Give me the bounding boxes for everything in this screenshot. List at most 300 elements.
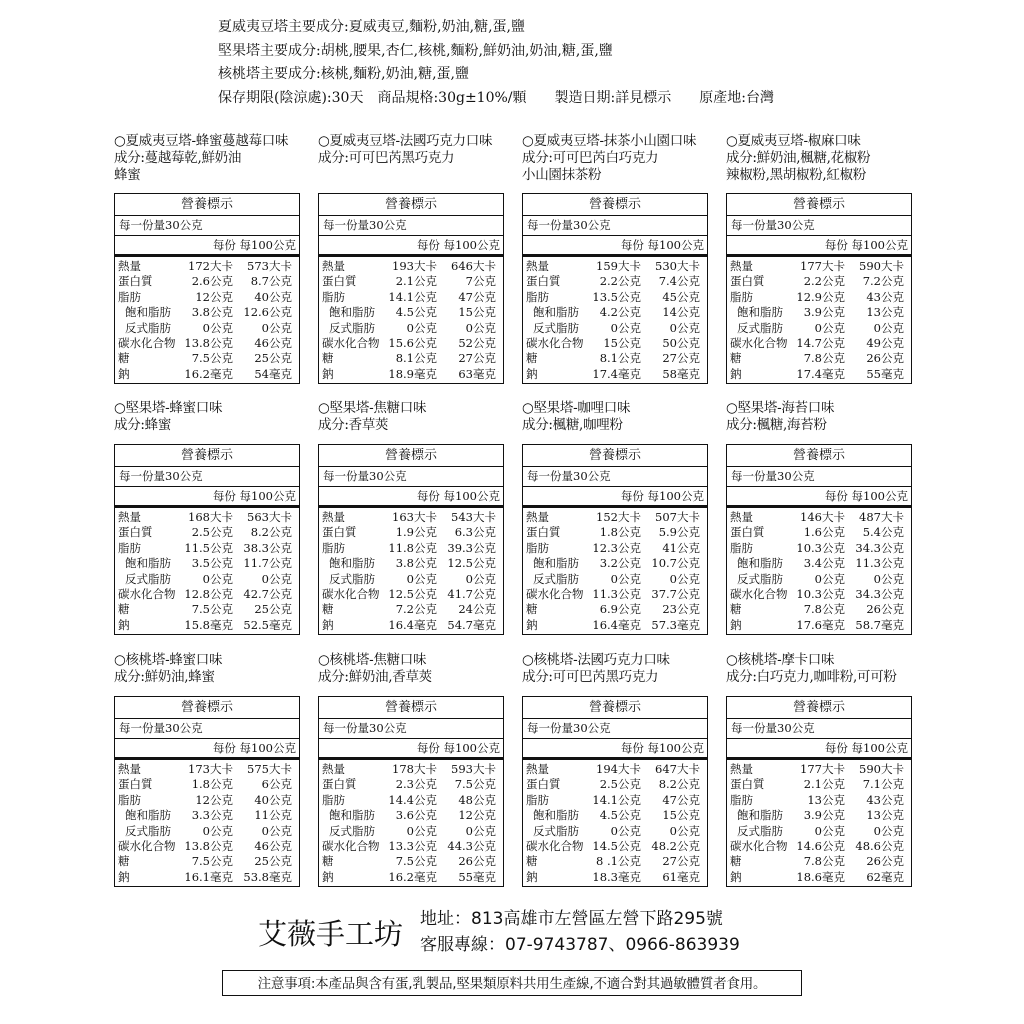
product-block <box>726 652 926 884</box>
column-header: 每份 每100公克 <box>319 487 503 508</box>
nutrient-label: 糖 <box>322 602 334 617</box>
per-serving-value: 17.4毫克 <box>592 366 641 381</box>
per-100g-value: 44.3公克 <box>447 838 496 853</box>
nutrition-row <box>319 587 503 602</box>
nutrient-label: 脂肪 <box>526 792 549 807</box>
nutrition-row <box>727 351 911 366</box>
per-100g-value: 50公克 <box>662 335 700 350</box>
nutrition-row <box>319 274 503 289</box>
per-100g-value: 23公克 <box>662 602 700 617</box>
nutrient-label: 鈉 <box>118 869 130 884</box>
nutrition-row <box>319 351 503 366</box>
per-100g-value: 590大卡 <box>859 762 904 776</box>
per-serving-value: 7.8公克 <box>803 351 845 366</box>
per-serving-value: 7.5公克 <box>191 854 233 869</box>
per-100g-value: 52公克 <box>458 335 496 350</box>
nutrient-label: 蛋白質 <box>118 777 153 792</box>
nutrient-label: 飽和脂肪 <box>329 556 375 571</box>
nutrition-row <box>523 556 707 571</box>
per-serving-value: 8.1公克 <box>395 351 437 366</box>
nutrition-row <box>319 572 503 587</box>
per-serving-value: 12.8公克 <box>184 586 233 601</box>
nutrient-label: 糖 <box>730 351 742 366</box>
per-serving-value: 2.1公克 <box>803 777 845 792</box>
per-100g-value: 41公克 <box>662 540 700 555</box>
column-header: 每份 每100公克 <box>115 739 299 760</box>
nutrition-rows <box>523 760 707 886</box>
header-info <box>218 16 818 110</box>
serving-size: 每一份量30公克 <box>523 216 707 236</box>
per-100g-value: 0公克 <box>261 823 292 838</box>
per-100g-value: 58.7毫克 <box>855 617 904 632</box>
nutrition-rows <box>319 257 503 383</box>
per-serving-value: 7.2公克 <box>395 602 437 617</box>
per-100g-value: 543大卡 <box>451 510 496 524</box>
per-100g-value: 12公克 <box>458 808 496 823</box>
per-100g-value: 43公克 <box>866 792 904 807</box>
per-serving-value: 15.6公克 <box>388 335 437 350</box>
nutrient-label: 脂肪 <box>526 540 549 555</box>
nutrition-row <box>115 525 299 540</box>
nutrition-table <box>114 444 300 635</box>
nutrient-label: 反式脂肪 <box>533 823 579 838</box>
nutrition-row <box>319 259 503 274</box>
nutrient-label: 飽和脂肪 <box>533 556 579 571</box>
nutrition-row <box>319 602 503 617</box>
nutrition-row <box>115 274 299 289</box>
nutrition-row <box>523 618 707 633</box>
nutrition-row <box>115 762 299 777</box>
nutrition-row <box>523 541 707 556</box>
nutrition-row <box>115 510 299 525</box>
nutrition-row <box>523 321 707 336</box>
nutrient-label: 反式脂肪 <box>533 571 579 586</box>
per-serving-value: 12.3公克 <box>592 540 641 555</box>
nutrition-row <box>115 808 299 823</box>
nutrient-label: 反式脂肪 <box>125 571 171 586</box>
per-serving-value: 2.2公克 <box>803 274 845 289</box>
nutrition-row <box>523 793 707 808</box>
per-100g-value: 25公克 <box>254 854 292 869</box>
per-serving-value: 2.6公克 <box>191 274 233 289</box>
per-100g-value: 26公克 <box>458 854 496 869</box>
nutrient-label: 脂肪 <box>730 792 753 807</box>
nutrient-label: 脂肪 <box>118 289 141 304</box>
nutrient-label: 鈉 <box>526 869 538 884</box>
nutrient-label: 糖 <box>322 351 334 366</box>
per-100g-value: 55毫克 <box>458 869 496 884</box>
nutrition-row <box>115 777 299 792</box>
nutrition-row <box>523 854 707 869</box>
nutrition-table <box>318 193 504 384</box>
serving-size: 每一份量30公克 <box>727 467 911 487</box>
nutrient-label: 碳水化合物 <box>322 586 380 601</box>
nutrition-title: 營養標示 <box>523 445 707 467</box>
column-header: 每份 每100公克 <box>319 739 503 760</box>
nutrient-label: 飽和脂肪 <box>125 305 171 320</box>
product-ingredients: 成分:可可巴芮黑巧克力 <box>318 150 455 166</box>
nutrient-label: 飽和脂肪 <box>533 808 579 823</box>
nutrient-label: 碳水化合物 <box>526 335 584 350</box>
nutrition-rows <box>727 257 911 383</box>
product-title: ○堅果塔-蜂蜜口味 <box>114 400 223 416</box>
per-100g-value: 11.7公克 <box>243 556 292 571</box>
nutrition-row <box>115 618 299 633</box>
per-serving-value: 173大卡 <box>188 762 233 776</box>
per-serving-value: 4.2公克 <box>599 305 641 320</box>
per-100g-value: 7.2公克 <box>862 274 904 289</box>
product-title: ○夏威夷豆塔-法國巧克力口味 <box>318 133 493 149</box>
product-ingredients: 成分:鮮奶油,蜂蜜 <box>114 669 215 685</box>
nutrient-label: 熱量 <box>118 259 141 273</box>
per-serving-value: 18.6毫克 <box>796 869 845 884</box>
nutrient-label: 脂肪 <box>730 289 753 304</box>
column-header: 每份 每100公克 <box>115 487 299 508</box>
product-title: ○核桃塔-摩卡口味 <box>726 652 835 668</box>
per-100g-value: 5.9公克 <box>658 525 700 540</box>
per-serving-value: 10.3公克 <box>796 586 845 601</box>
per-serving-value: 13.8公克 <box>184 838 233 853</box>
column-header: 每份 每100公克 <box>115 236 299 257</box>
product-block <box>114 652 314 884</box>
nutrition-row <box>115 556 299 571</box>
product-block <box>522 400 722 632</box>
per-100g-value: 24公克 <box>458 602 496 617</box>
per-serving-value: 163大卡 <box>392 510 437 524</box>
nutrient-label: 蛋白質 <box>730 274 765 289</box>
nutrition-row <box>319 777 503 792</box>
per-100g-value: 0公克 <box>873 320 904 335</box>
serving-size: 每一份量30公克 <box>727 216 911 236</box>
nutrition-row <box>523 525 707 540</box>
product-title: ○核桃塔-蜂蜜口味 <box>114 652 223 668</box>
nutrition-row <box>115 854 299 869</box>
per-serving-value: 0公克 <box>202 571 233 586</box>
per-100g-value: 8.2公克 <box>658 777 700 792</box>
nutrient-label: 熱量 <box>526 259 549 273</box>
nutrient-label: 飽和脂肪 <box>533 305 579 320</box>
nutrition-row <box>319 762 503 777</box>
per-100g-value: 487大卡 <box>859 510 904 524</box>
per-100g-value: 593大卡 <box>451 762 496 776</box>
serving-size: 每一份量30公克 <box>319 467 503 487</box>
per-100g-value: 43公克 <box>866 289 904 304</box>
nutrient-label: 碳水化合物 <box>322 335 380 350</box>
nutrient-label: 蛋白質 <box>526 274 561 289</box>
nutrition-rows <box>115 508 299 634</box>
nutrient-label: 脂肪 <box>118 792 141 807</box>
nutrient-label: 蛋白質 <box>118 274 153 289</box>
nutrient-label: 熱量 <box>526 762 549 776</box>
nutrition-row <box>523 870 707 885</box>
nutrient-label: 糖 <box>526 854 538 869</box>
nutrition-row <box>319 839 503 854</box>
per-100g-value: 6公克 <box>261 777 292 792</box>
nutrition-row <box>523 259 707 274</box>
nutrient-label: 碳水化合物 <box>526 838 584 853</box>
per-serving-value: 17.4毫克 <box>796 366 845 381</box>
per-100g-value: 34.3公克 <box>855 540 904 555</box>
nutrient-label: 脂肪 <box>730 540 753 555</box>
per-100g-value: 45公克 <box>662 289 700 304</box>
per-100g-value: 47公克 <box>458 289 496 304</box>
product-ingredients: 成分:蔓越莓乾,鮮奶油 蜂蜜 <box>114 150 242 183</box>
nutrient-label: 碳水化合物 <box>730 586 788 601</box>
nutrient-label: 碳水化合物 <box>730 335 788 350</box>
per-100g-value: 25公克 <box>254 602 292 617</box>
per-100g-value: 48.6公克 <box>855 838 904 853</box>
per-serving-value: 3.2公克 <box>599 556 641 571</box>
per-100g-value: 13公克 <box>866 808 904 823</box>
per-100g-value: 42.7公克 <box>243 586 292 601</box>
per-100g-value: 37.7公克 <box>651 586 700 601</box>
nutrition-row <box>115 587 299 602</box>
nutrition-table <box>522 444 708 635</box>
nutrition-row <box>523 839 707 854</box>
per-serving-value: 7.8公克 <box>803 602 845 617</box>
per-serving-value: 2.2公克 <box>599 274 641 289</box>
header-line: 堅果塔主要成分:胡桃,腰果,杏仁,核桃,麵粉,鮮奶油,奶油,糖,蛋,鹽 <box>218 42 613 59</box>
per-100g-value: 48公克 <box>458 792 496 807</box>
column-header: 每份 每100公克 <box>523 487 707 508</box>
per-100g-value: 647大卡 <box>655 762 700 776</box>
nutrient-label: 碳水化合物 <box>322 838 380 853</box>
nutrient-label: 熱量 <box>118 762 141 776</box>
nutrition-table <box>114 696 300 887</box>
nutrition-row <box>727 808 911 823</box>
per-serving-value: 3.4公克 <box>803 556 845 571</box>
per-serving-value: 3.6公克 <box>395 808 437 823</box>
per-serving-value: 0公克 <box>610 823 641 838</box>
nutrient-label: 飽和脂肪 <box>329 305 375 320</box>
nutrition-row <box>727 762 911 777</box>
per-serving-value: 12.5公克 <box>388 586 437 601</box>
per-serving-value: 12公克 <box>195 289 233 304</box>
per-100g-value: 41.7公克 <box>447 586 496 601</box>
per-serving-value: 6.9公克 <box>599 602 641 617</box>
nutrition-row <box>727 305 911 320</box>
nutrient-label: 熱量 <box>730 510 753 524</box>
per-serving-value: 0公克 <box>814 571 845 586</box>
per-serving-value: 18.9毫克 <box>388 366 437 381</box>
product-block <box>522 652 722 884</box>
nutrition-title: 營養標示 <box>115 697 299 719</box>
nutrition-title: 營養標示 <box>727 445 911 467</box>
per-100g-value: 5.4公克 <box>862 525 904 540</box>
per-100g-value: 7.1公克 <box>862 777 904 792</box>
per-serving-value: 3.5公克 <box>191 556 233 571</box>
nutrient-label: 飽和脂肪 <box>125 808 171 823</box>
per-serving-value: 3.8公克 <box>395 556 437 571</box>
nutrient-label: 脂肪 <box>322 289 345 304</box>
per-100g-value: 0公克 <box>465 320 496 335</box>
nutrition-title: 營養標示 <box>523 697 707 719</box>
product-ingredients: 成分:蜂蜜 <box>114 417 172 433</box>
per-100g-value: 7公克 <box>465 274 496 289</box>
per-100g-value: 57.3毫克 <box>651 617 700 632</box>
per-serving-value: 177大卡 <box>800 259 845 273</box>
nutrient-label: 碳水化合物 <box>118 838 176 853</box>
per-serving-value: 14.5公克 <box>592 838 641 853</box>
column-header: 每份 每100公克 <box>523 236 707 257</box>
per-100g-value: 48.2公克 <box>651 838 700 853</box>
per-serving-value: 8.1公克 <box>599 351 641 366</box>
nutrition-row <box>727 587 911 602</box>
serving-size: 每一份量30公克 <box>115 216 299 236</box>
per-serving-value: 16.2毫克 <box>184 366 233 381</box>
per-100g-value: 14公克 <box>662 305 700 320</box>
per-100g-value: 10.7公克 <box>651 556 700 571</box>
per-serving-value: 193大卡 <box>392 259 437 273</box>
nutrition-row <box>727 854 911 869</box>
nutrition-row <box>523 762 707 777</box>
nutrition-title: 營養標示 <box>523 194 707 216</box>
nutrition-row <box>115 793 299 808</box>
nutrition-rows <box>319 508 503 634</box>
nutrient-label: 飽和脂肪 <box>737 808 783 823</box>
nutrition-row <box>115 602 299 617</box>
nutrition-row <box>115 290 299 305</box>
nutrition-row <box>727 321 911 336</box>
nutrition-rows <box>523 508 707 634</box>
product-ingredients: 成分:楓糖,咖哩粉 <box>522 417 623 433</box>
nutrition-row <box>319 556 503 571</box>
nutrient-label: 反式脂肪 <box>533 320 579 335</box>
nutrient-label: 熱量 <box>730 762 753 776</box>
per-100g-value: 49公克 <box>866 335 904 350</box>
nutrient-label: 蛋白質 <box>118 525 153 540</box>
nutrition-row <box>115 336 299 351</box>
per-serving-value: 1.8公克 <box>191 777 233 792</box>
nutrition-row <box>115 572 299 587</box>
nutrition-row <box>523 290 707 305</box>
nutrient-label: 蛋白質 <box>322 525 357 540</box>
per-serving-value: 0公克 <box>610 320 641 335</box>
nutrient-label: 鈉 <box>322 617 334 632</box>
header-line: 核桃塔主要成分:核桃,麵粉,奶油,糖,蛋,鹽 <box>218 66 469 82</box>
nutrient-label: 糖 <box>118 351 130 366</box>
product-block <box>318 133 518 381</box>
nutrition-row <box>319 793 503 808</box>
nutrition-row <box>319 510 503 525</box>
per-serving-value: 14.1公克 <box>388 289 437 304</box>
product-block <box>522 133 722 381</box>
product-ingredients: 成分:鮮奶油,香草莢 <box>318 669 432 685</box>
nutrition-table <box>726 444 912 635</box>
nutrition-row <box>115 305 299 320</box>
per-serving-value: 178大卡 <box>392 762 437 776</box>
per-100g-value: 575大卡 <box>247 762 292 776</box>
per-100g-value: 26公克 <box>866 351 904 366</box>
per-serving-value: 12.9公克 <box>796 289 845 304</box>
nutrition-table <box>726 193 912 384</box>
brand-name: 艾薇手工坊 <box>258 917 404 951</box>
per-serving-value: 18.3毫克 <box>592 869 641 884</box>
nutrition-row <box>727 824 911 839</box>
column-header: 每份 每100公克 <box>727 739 911 760</box>
nutrient-label: 熱量 <box>118 510 141 524</box>
per-serving-value: 172大卡 <box>188 259 233 273</box>
nutrition-table <box>522 696 708 887</box>
per-serving-value: 14.6公克 <box>796 838 845 853</box>
nutrition-row <box>727 336 911 351</box>
nutrition-row <box>727 290 911 305</box>
nutrient-label: 反式脂肪 <box>329 320 375 335</box>
nutrition-row <box>523 777 707 792</box>
per-100g-value: 34.3公克 <box>855 586 904 601</box>
nutrient-label: 糖 <box>730 854 742 869</box>
nutrient-label: 脂肪 <box>526 289 549 304</box>
per-serving-value: 0公克 <box>610 571 641 586</box>
per-100g-value: 46公克 <box>254 335 292 350</box>
nutrient-label: 蛋白質 <box>730 777 765 792</box>
per-100g-value: 507大卡 <box>655 510 700 524</box>
per-serving-value: 12公克 <box>195 792 233 807</box>
per-100g-value: 0公克 <box>261 320 292 335</box>
per-serving-value: 0公克 <box>202 320 233 335</box>
product-ingredients: 成分:可可巴芮黑巧克力 <box>522 669 659 685</box>
nutrition-rows <box>523 257 707 383</box>
nutrition-row <box>523 274 707 289</box>
per-100g-value: 0公克 <box>465 823 496 838</box>
per-serving-value: 16.2毫克 <box>388 869 437 884</box>
per-100g-value: 11公克 <box>254 808 292 823</box>
product-title: ○夏威夷豆塔-抹茶小山園口味 <box>522 133 697 149</box>
nutrient-label: 飽和脂肪 <box>737 556 783 571</box>
per-100g-value: 27公克 <box>662 351 700 366</box>
per-100g-value: 11.3公克 <box>855 556 904 571</box>
per-100g-value: 8.2公克 <box>250 525 292 540</box>
nutrient-label: 飽和脂肪 <box>737 305 783 320</box>
per-serving-value: 159大卡 <box>596 259 641 273</box>
per-100g-value: 12.6公克 <box>243 305 292 320</box>
nutrition-row <box>319 290 503 305</box>
per-serving-value: 0公克 <box>814 823 845 838</box>
per-serving-value: 0公克 <box>406 571 437 586</box>
nutrition-row <box>115 367 299 382</box>
per-100g-value: 53.8毫克 <box>243 869 292 884</box>
product-title: ○核桃塔-法國巧克力口味 <box>522 652 670 668</box>
product-title: ○夏威夷豆塔-蜂蜜蔓越莓口味 <box>114 133 289 149</box>
nutrient-label: 鈉 <box>526 617 538 632</box>
per-serving-value: 3.8公克 <box>191 305 233 320</box>
nutrition-row <box>727 510 911 525</box>
per-serving-value: 2.5公克 <box>599 777 641 792</box>
per-100g-value: 646大卡 <box>451 259 496 273</box>
per-serving-value: 2.5公克 <box>191 525 233 540</box>
per-100g-value: 40公克 <box>254 792 292 807</box>
nutrition-title: 營養標示 <box>319 697 503 719</box>
nutrient-label: 脂肪 <box>322 792 345 807</box>
nutrition-row <box>319 525 503 540</box>
product-block <box>114 133 314 381</box>
notice-box: 注意事項:本產品與含有蛋,乳製品,堅果類原料共用生產線,不適合對其過敏體質者食用。 <box>222 970 802 996</box>
nutrient-label: 熱量 <box>322 510 345 524</box>
nutrition-row <box>115 259 299 274</box>
product-title: ○堅果塔-海苔口味 <box>726 400 835 416</box>
product-block <box>726 400 926 632</box>
per-serving-value: 16.1毫克 <box>184 869 233 884</box>
product-title: ○堅果塔-咖哩口味 <box>522 400 631 416</box>
product-ingredients: 成分:香草莢 <box>318 417 389 433</box>
nutrition-row <box>115 839 299 854</box>
nutrition-table <box>318 444 504 635</box>
per-100g-value: 0公克 <box>873 823 904 838</box>
nutrition-row <box>727 618 911 633</box>
nutrition-row <box>319 305 503 320</box>
nutrition-title: 營養標示 <box>115 194 299 216</box>
per-100g-value: 590大卡 <box>859 259 904 273</box>
